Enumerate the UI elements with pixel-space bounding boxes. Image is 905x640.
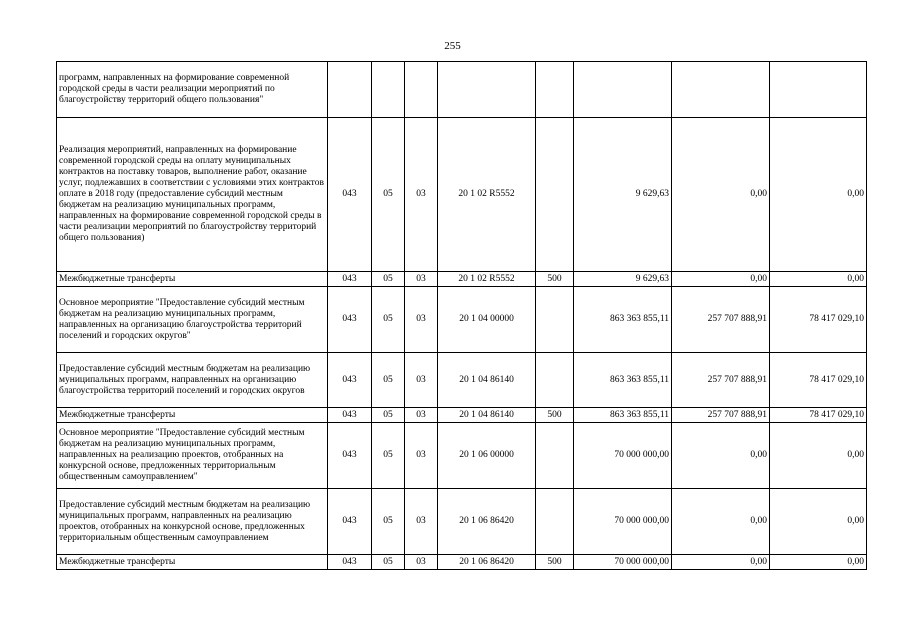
table-row — [57, 62, 867, 118]
amount-year1-cell: 863 363 855,11 — [574, 353, 672, 408]
subsection-cell: 03 — [405, 408, 438, 423]
target-article-cell: 20 1 06 86420 — [438, 555, 536, 570]
section-cell — [372, 62, 405, 118]
amount-year1-cell: 863 363 855,11 — [574, 408, 672, 423]
row-name-cell: программ, направленных на формирование современной городской среды в части реализации мероприятий по благоустройству территорий общего пользования" — [57, 62, 328, 118]
subsection-cell: 03 — [405, 118, 438, 272]
amount-year3-cell — [770, 62, 867, 118]
grbs-cell: 043 — [328, 423, 372, 489]
amount-year2-cell: 0,00 — [672, 489, 770, 555]
target-article-cell: 20 1 04 86140 — [438, 353, 536, 408]
table-body — [57, 62, 867, 570]
amount-year2-cell: 0,00 — [672, 118, 770, 272]
target-article-cell: 20 1 02 R5552 — [438, 118, 536, 272]
amount-year1-cell: 9 629,63 — [574, 272, 672, 287]
amount-year3-cell: 0,00 — [770, 489, 867, 555]
row-name-cell: Предоставление субсидий местным бюджетам на реализацию муниципальных программ, направленных на организацию благоустройства территорий поселений и городских округов — [57, 353, 328, 408]
expense-type-cell — [536, 353, 574, 408]
amount-year2-cell: 257 707 888,91 — [672, 287, 770, 353]
section-cell: 05 — [372, 423, 405, 489]
row-name-cell: Реализация мероприятий, направленных на формирование современной городской среды на оплату муниципальных контрактов на поставку товаров, выполнение работ, оказание услуг, подлежавших в соответствии с условиями этих контрактов оплате в 2018 году (предоставление субсидий местным бюджетам на реализацию муниципальных программ, направленных на формирование современной городской среды в части реализации мероприятий по благоустройству территорий общего пользования) — [57, 118, 328, 272]
amount-year3-cell: 0,00 — [770, 272, 867, 287]
row-name-cell: Предоставление субсидий местным бюджетам на реализацию муниципальных программ, направленных на реализацию проектов, отобранных на конкурсной основе, предложенных территориальным общественным самоуправлением — [57, 489, 328, 555]
target-article-cell: 20 1 04 86140 — [438, 408, 536, 423]
target-article-cell: 20 1 06 86420 — [438, 489, 536, 555]
table-row — [57, 287, 867, 353]
expense-type-cell — [536, 489, 574, 555]
amount-year2-cell: 257 707 888,91 — [672, 408, 770, 423]
amount-year3-cell: 0,00 — [770, 555, 867, 570]
section-cell: 05 — [372, 353, 405, 408]
expense-type-cell: 500 — [536, 272, 574, 287]
subsection-cell: 03 — [405, 423, 438, 489]
grbs-cell: 043 — [328, 489, 372, 555]
grbs-cell: 043 — [328, 408, 372, 423]
target-article-cell: 20 1 06 00000 — [438, 423, 536, 489]
amount-year1-cell — [574, 62, 672, 118]
subsection-cell: 03 — [405, 287, 438, 353]
expense-type-cell — [536, 118, 574, 272]
section-cell: 05 — [372, 408, 405, 423]
grbs-cell: 043 — [328, 353, 372, 408]
row-name-cell: Межбюджетные трансферты — [57, 555, 328, 570]
section-cell: 05 — [372, 489, 405, 555]
amount-year2-cell: 0,00 — [672, 423, 770, 489]
table-row — [57, 423, 867, 489]
amount-year2-cell: 257 707 888,91 — [672, 353, 770, 408]
section-cell: 05 — [372, 287, 405, 353]
grbs-cell: 043 — [328, 118, 372, 272]
amount-year1-cell: 70 000 000,00 — [574, 555, 672, 570]
grbs-cell: 043 — [328, 272, 372, 287]
row-name-cell: Основное мероприятие "Предоставление субсидий местным бюджетам на реализацию муниципальных программ, направленных на реализацию проектов, отобранных на конкурсной основе, предложенных территориальным общественным самоуправлением" — [57, 423, 328, 489]
target-article-cell — [438, 62, 536, 118]
row-name-cell: Межбюджетные трансферты — [57, 408, 328, 423]
grbs-cell: 043 — [328, 287, 372, 353]
table-row — [57, 272, 867, 287]
table-row — [57, 408, 867, 423]
amount-year2-cell: 0,00 — [672, 555, 770, 570]
subsection-cell — [405, 62, 438, 118]
subsection-cell: 03 — [405, 272, 438, 287]
table-row — [57, 489, 867, 555]
section-cell: 05 — [372, 118, 405, 272]
expense-type-cell — [536, 287, 574, 353]
amount-year2-cell — [672, 62, 770, 118]
expense-type-cell — [536, 423, 574, 489]
subsection-cell: 03 — [405, 353, 438, 408]
target-article-cell: 20 1 04 00000 — [438, 287, 536, 353]
grbs-cell: 043 — [328, 555, 372, 570]
amount-year3-cell: 78 417 029,10 — [770, 287, 867, 353]
expense-type-cell — [536, 62, 574, 118]
subsection-cell: 03 — [405, 555, 438, 570]
grbs-cell — [328, 62, 372, 118]
row-name-cell: Межбюджетные трансферты — [57, 272, 328, 287]
row-name-cell: Основное мероприятие "Предоставление субсидий местным бюджетам на реализацию муниципальных программ, направленных на организацию благоустройства территорий поселений и городских округов" — [57, 287, 328, 353]
amount-year1-cell: 9 629,63 — [574, 118, 672, 272]
page-number: 255 — [444, 40, 461, 52]
amount-year2-cell: 0,00 — [672, 272, 770, 287]
subsection-cell: 03 — [405, 489, 438, 555]
amount-year1-cell: 70 000 000,00 — [574, 423, 672, 489]
amount-year1-cell: 863 363 855,11 — [574, 287, 672, 353]
budget-table — [56, 61, 867, 570]
expense-type-cell: 500 — [536, 555, 574, 570]
amount-year3-cell: 0,00 — [770, 118, 867, 272]
table-row — [57, 353, 867, 408]
amount-year1-cell: 70 000 000,00 — [574, 489, 672, 555]
table-row — [57, 555, 867, 570]
table-row — [57, 118, 867, 272]
amount-year3-cell: 78 417 029,10 — [770, 408, 867, 423]
amount-year3-cell: 78 417 029,10 — [770, 353, 867, 408]
section-cell: 05 — [372, 272, 405, 287]
amount-year3-cell: 0,00 — [770, 423, 867, 489]
target-article-cell: 20 1 02 R5552 — [438, 272, 536, 287]
section-cell: 05 — [372, 555, 405, 570]
expense-type-cell: 500 — [536, 408, 574, 423]
